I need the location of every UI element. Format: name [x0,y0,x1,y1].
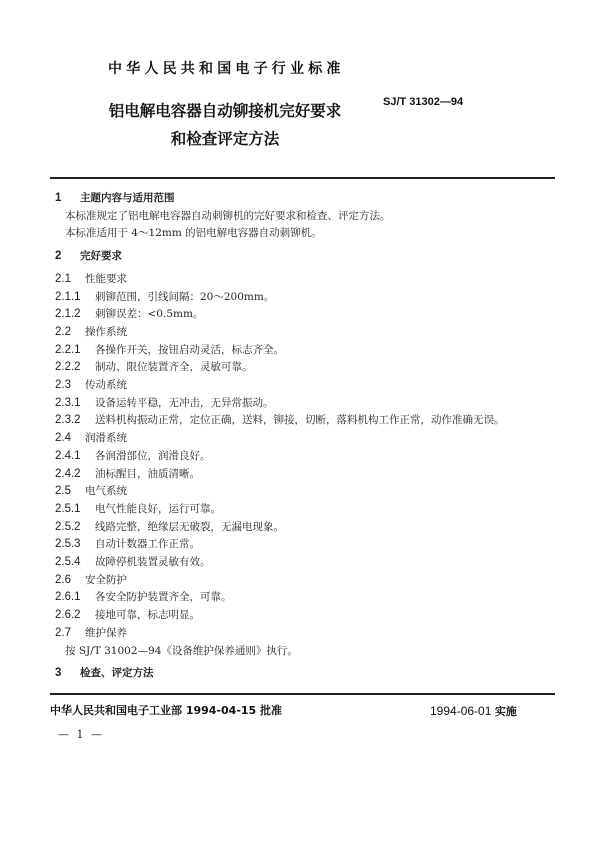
document-body [55,190,555,683]
item-number: 2.3 [55,379,71,392]
page-number: — 1 — [58,728,104,741]
list-item [55,554,555,572]
list-item [55,306,555,324]
list-item [55,342,555,360]
section-heading [55,248,555,266]
item-text: 故障停机装置灵敏有效。 [95,556,211,569]
item-text: 设备运转平稳，无冲击，无异常振动。 [95,396,274,409]
item-text: 电气性能良好，运行可靠。 [95,502,221,515]
list-item [55,483,555,501]
item-text: 维护保养 [85,626,127,639]
document-title-line1: 铝电解电容器自动铆接机完好要求 [108,102,342,120]
item-text: 各安全防护装置齐全，可靠。 [95,591,232,604]
item-text: 制动、限位装置齐全，灵敏可靠。 [95,361,253,374]
item-text: 自动计数器工作正常。 [95,538,200,551]
item-number: 2.2 [55,325,71,338]
item-number: 2.2.2 [55,361,81,374]
item-number: 2.1.2 [55,308,81,321]
item-number: 2.5.3 [55,538,81,551]
requirement-list [55,271,555,643]
item-number: 2.6.2 [55,609,81,622]
item-number: 2.1 [55,272,71,285]
standard-category-header: 中华人民共和国电子行业标准 [108,61,345,77]
list-item [55,572,555,590]
footer-divider [50,693,555,695]
list-item [55,395,555,413]
effective-info [430,703,517,719]
item-number: 2.5.1 [55,502,81,515]
list-item [55,359,555,377]
item-text: 各操作开关，按钮启动灵活，标志齐全。 [95,343,284,356]
list-item [55,519,555,537]
effective-label: 实施 [494,705,517,718]
effective-date: 1994-06-01 [430,704,492,718]
section-heading [55,190,555,208]
item-text: 刺铆范围，引线间隔：20～200mm。 [95,290,275,303]
item-number: 2.1.1 [55,290,81,303]
list-item [55,430,555,448]
item-number: 2.5.4 [55,556,81,569]
section-number: 2 [55,250,62,263]
section-title: 检查、评定方法 [80,667,154,680]
section-title: 主题内容与适用范围 [80,192,175,204]
item-number: 2.2.1 [55,343,81,356]
item-text: 接地可靠，标志明显。 [95,609,200,622]
item-number: 2.6 [55,573,71,586]
list-item [55,324,555,342]
section-heading [55,665,555,683]
paragraph: 本标准规定了铝电解电容器自动刺铆机的完好要求和检查、评定方法。 [65,209,391,222]
item-number: 2.5 [55,485,71,498]
list-item [55,466,555,484]
item-number: 2.5.2 [55,520,81,533]
list-item [55,289,555,307]
item-number: 2.4 [55,432,71,445]
item-text: 刺铆误差：<0.5mm。 [95,308,204,321]
list-item [55,589,555,607]
item-number: 2.3.1 [55,396,81,409]
list-item [55,607,555,625]
item-text: 安全防护 [85,573,127,586]
list-item [55,536,555,554]
document-title-line2: 和检查评定方法 [170,130,280,148]
item-text: 传动系统 [85,379,127,392]
item-text: 各润滑部位，润滑良好。 [95,449,211,462]
list-item [55,377,555,395]
item-text: 电气系统 [85,485,127,498]
section-number: 3 [55,667,62,680]
item-text: 操作系统 [85,325,127,338]
item-number: 2.4.1 [55,449,81,462]
item-text: 线路完整，绝缘层无破裂，无漏电现象。 [95,520,284,533]
header-divider [50,177,555,179]
approval-info: 中华人民共和国电子工业部 1994-04-15 批准 [50,704,283,717]
section-number: 1 [55,192,62,204]
paragraph: 本标准适用于 4～12mm 的铝电解电容器自动刺铆机。 [65,227,322,240]
item-text: 送料机构振动正常，定位正确，送料，铆接，切断，落料机构工作正常，动作准确无误。 [95,414,505,427]
maintenance-note: 按 SJ/T 31002—94《设备维护保养通则》执行。 [65,644,298,657]
standard-code: SJ/T 31302—94 [383,96,464,108]
list-item [55,501,555,519]
item-text: 性能要求 [85,272,127,285]
item-text: 油标醒目，油质清晰。 [95,467,200,480]
section-title: 完好要求 [80,250,122,263]
item-number: 2.6.1 [55,591,81,604]
item-number: 2.7 [55,626,71,639]
list-item [55,625,555,643]
item-text: 润滑系统 [85,432,127,445]
list-item [55,271,555,289]
item-number: 2.4.2 [55,467,81,480]
list-item [55,412,555,430]
list-item [55,448,555,466]
item-number: 2.3.2 [55,414,81,427]
